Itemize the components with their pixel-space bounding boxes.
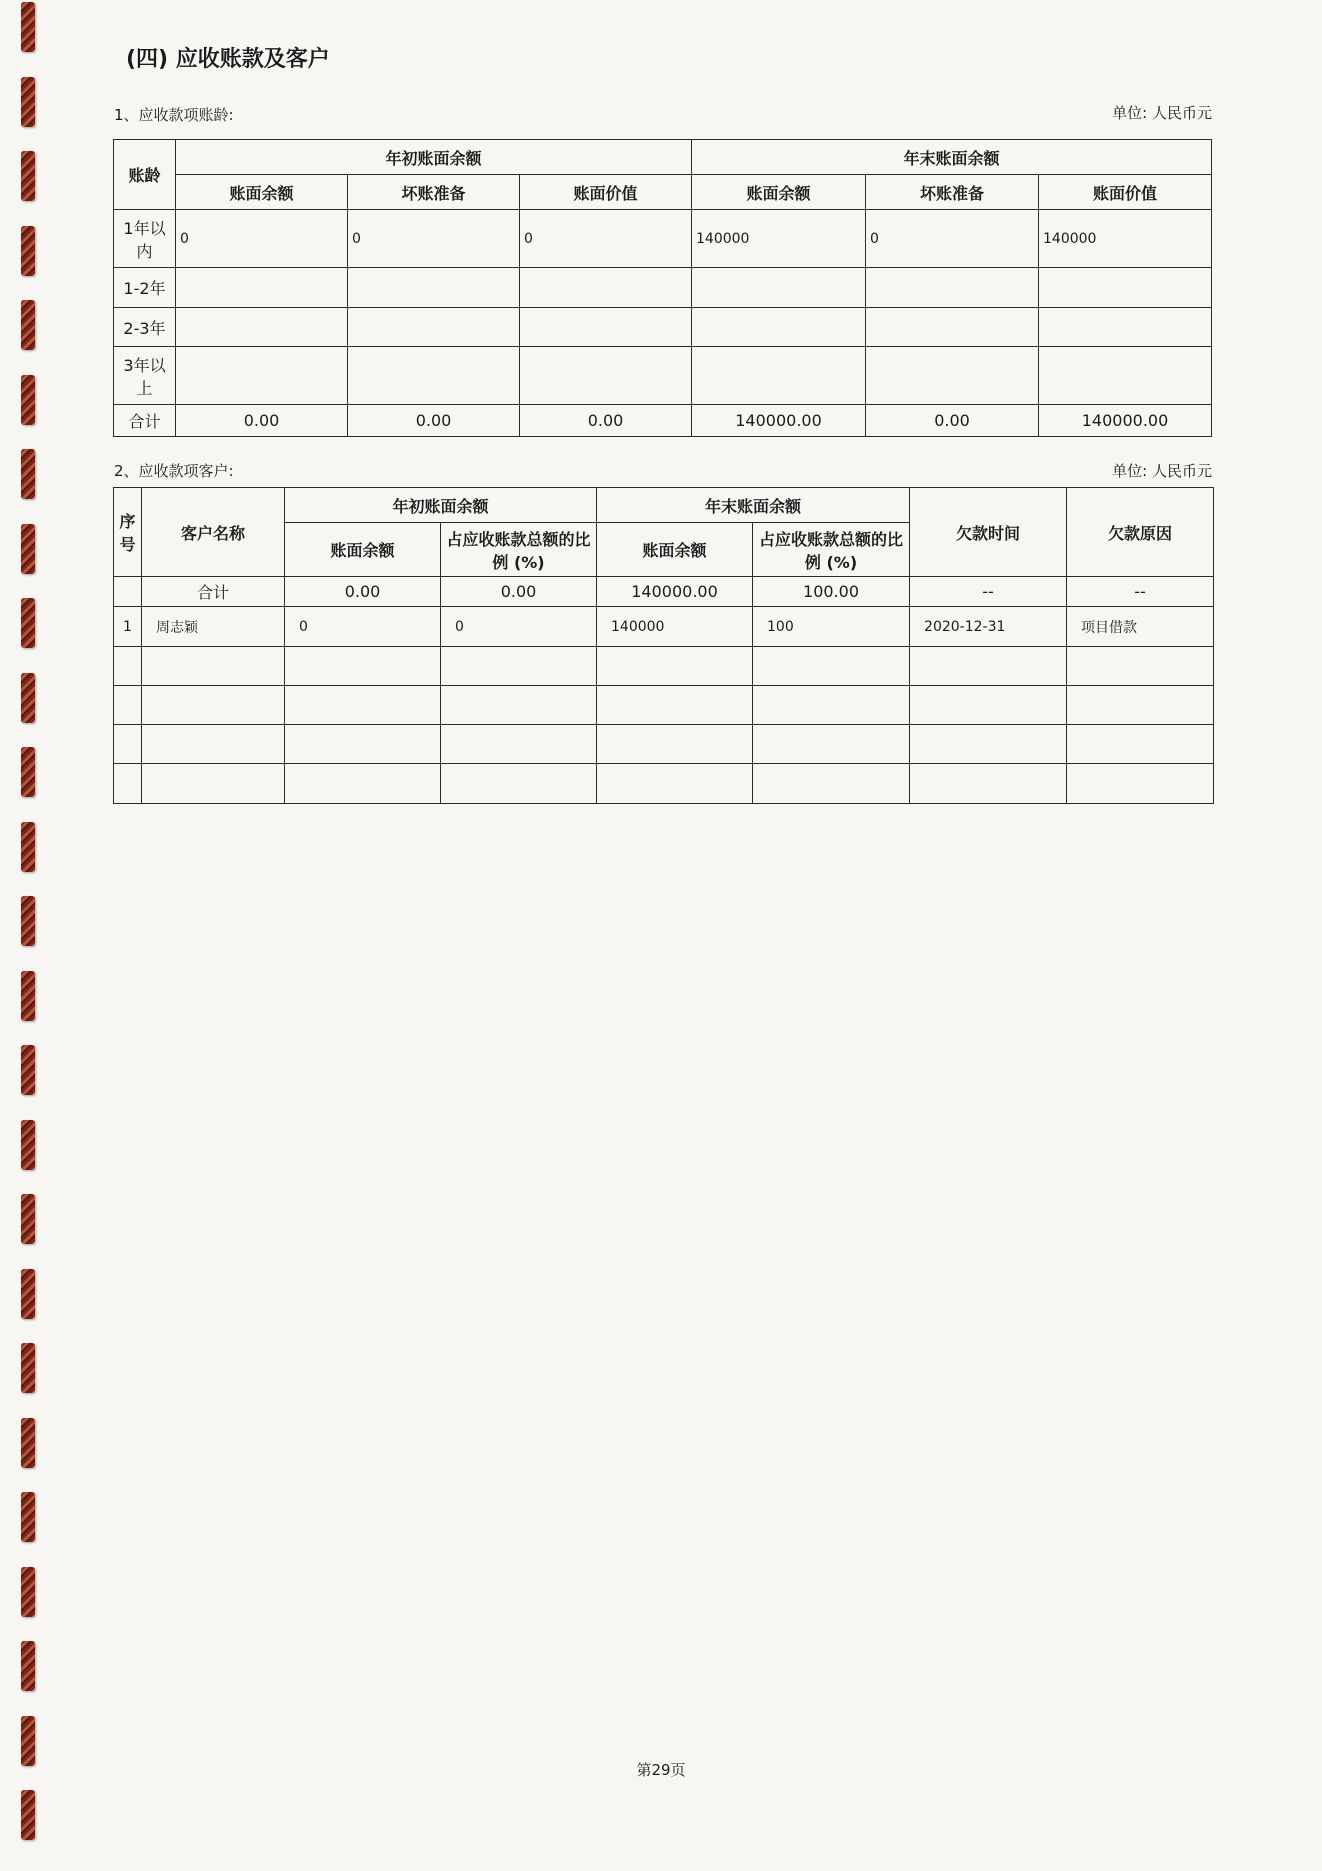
cell: 0 bbox=[441, 607, 597, 647]
customers-no-header: 序号 bbox=[114, 488, 142, 577]
binding-ring bbox=[21, 971, 35, 1021]
cell bbox=[597, 686, 753, 725]
cell bbox=[597, 647, 753, 686]
cell bbox=[285, 725, 441, 764]
binding-ring bbox=[21, 896, 35, 946]
total-row bbox=[114, 405, 1212, 437]
cell: 0 bbox=[348, 210, 520, 268]
table-row bbox=[114, 686, 1214, 725]
cell: 0 bbox=[285, 607, 441, 647]
row-label: 合计 bbox=[114, 405, 176, 437]
table-row bbox=[114, 308, 1212, 347]
binding-ring bbox=[21, 1194, 35, 1244]
cell: 2020-12-31 bbox=[910, 607, 1067, 647]
aging-group-end: 年末账面余额 bbox=[692, 140, 1212, 175]
customers-group-begin: 年初账面余额 bbox=[285, 488, 597, 523]
cell: 140000 bbox=[1039, 210, 1212, 268]
cell: 0.00 bbox=[441, 577, 597, 607]
customers-time-header: 欠款时间 bbox=[910, 488, 1067, 577]
cell: 140000.00 bbox=[597, 577, 753, 607]
customers-subtitle: 2、应收款项客户: bbox=[114, 462, 234, 480]
cell bbox=[348, 268, 520, 308]
binding-ring bbox=[21, 1343, 35, 1393]
customers-reason-header: 欠款原因 bbox=[1067, 488, 1214, 577]
table-row bbox=[114, 268, 1212, 308]
cell bbox=[1067, 647, 1214, 686]
cell bbox=[142, 686, 285, 725]
binding-ring bbox=[21, 1418, 35, 1468]
binding-ring bbox=[21, 2, 35, 52]
cell bbox=[176, 347, 348, 405]
cell bbox=[910, 647, 1067, 686]
aging-col-header: 账面价值 bbox=[1039, 175, 1212, 210]
binding-ring bbox=[21, 375, 35, 425]
binding-ring bbox=[21, 1716, 35, 1766]
binding-ring bbox=[21, 226, 35, 276]
row-label: 合计 bbox=[142, 577, 285, 607]
aging-table bbox=[113, 139, 1212, 437]
aging-col-header: 账面余额 bbox=[176, 175, 348, 210]
cell bbox=[1039, 347, 1212, 405]
aging-group-begin: 年初账面余额 bbox=[176, 140, 692, 175]
cell: 140000 bbox=[597, 607, 753, 647]
cell bbox=[910, 764, 1067, 804]
cell bbox=[692, 347, 866, 405]
binding-ring bbox=[21, 77, 35, 127]
cell bbox=[114, 725, 142, 764]
table-row bbox=[114, 347, 1212, 405]
cell bbox=[597, 764, 753, 804]
aging-age-header: 账龄 bbox=[114, 140, 176, 210]
binding-ring bbox=[21, 449, 35, 499]
cell bbox=[114, 686, 142, 725]
total-row bbox=[114, 577, 1214, 607]
cell: 100.00 bbox=[753, 577, 910, 607]
cell bbox=[114, 764, 142, 804]
aging-col-header: 账面价值 bbox=[520, 175, 692, 210]
customers-group-end: 年末账面余额 bbox=[597, 488, 910, 523]
cell: 周志颖 bbox=[142, 607, 285, 647]
row-label: 3年以上 bbox=[114, 347, 176, 405]
binding-ring bbox=[21, 673, 35, 723]
cell bbox=[285, 764, 441, 804]
binding-ring bbox=[21, 1492, 35, 1542]
customers-ratio-header: 占应收账款总额的比例 (%) bbox=[753, 523, 910, 577]
cell bbox=[1067, 686, 1214, 725]
cell bbox=[176, 308, 348, 347]
cell: 0.00 bbox=[866, 405, 1039, 437]
cell bbox=[866, 347, 1039, 405]
cell bbox=[176, 268, 348, 308]
customers-name-header: 客户名称 bbox=[142, 488, 285, 577]
binding-ring bbox=[21, 1641, 35, 1691]
cell: 项目借款 bbox=[1067, 607, 1214, 647]
customers-unit: 单位: 人民币元 bbox=[1112, 462, 1212, 480]
cell bbox=[348, 308, 520, 347]
cell bbox=[753, 725, 910, 764]
table-row bbox=[114, 210, 1212, 268]
cell bbox=[1067, 764, 1214, 804]
table-row bbox=[114, 607, 1214, 647]
cell bbox=[285, 686, 441, 725]
cell bbox=[520, 268, 692, 308]
cell bbox=[441, 647, 597, 686]
aging-unit: 单位: 人民币元 bbox=[1112, 104, 1212, 122]
cell bbox=[142, 725, 285, 764]
aging-col-header: 账面余额 bbox=[692, 175, 866, 210]
binding-ring bbox=[21, 1567, 35, 1617]
cell: 0 bbox=[866, 210, 1039, 268]
binding-ring bbox=[21, 1045, 35, 1095]
cell bbox=[1039, 308, 1212, 347]
cell: 0.00 bbox=[348, 405, 520, 437]
cell bbox=[1067, 725, 1214, 764]
cell: 0 bbox=[176, 210, 348, 268]
cell bbox=[910, 725, 1067, 764]
cell bbox=[597, 725, 753, 764]
customers-ratio-header: 占应收账款总额的比例 (%) bbox=[441, 523, 597, 577]
aging-col-header: 坏账准备 bbox=[866, 175, 1039, 210]
cell: -- bbox=[1067, 577, 1214, 607]
cell bbox=[866, 268, 1039, 308]
table-row bbox=[114, 725, 1214, 764]
binding-ring bbox=[21, 1120, 35, 1170]
row-label: 1-2年 bbox=[114, 268, 176, 308]
row-label: 2-3年 bbox=[114, 308, 176, 347]
row-label: 1年以内 bbox=[114, 210, 176, 268]
cell: -- bbox=[910, 577, 1067, 607]
cell: 140000.00 bbox=[692, 405, 866, 437]
cell bbox=[114, 647, 142, 686]
customers-balance-header: 账面余额 bbox=[597, 523, 753, 577]
binding-ring bbox=[21, 151, 35, 201]
cell bbox=[866, 308, 1039, 347]
cell bbox=[753, 764, 910, 804]
binding-edge bbox=[18, 0, 42, 1871]
aging-col-header: 坏账准备 bbox=[348, 175, 520, 210]
cell bbox=[348, 347, 520, 405]
binding-ring bbox=[21, 822, 35, 872]
binding-ring bbox=[21, 598, 35, 648]
cell bbox=[285, 647, 441, 686]
cell: 0.00 bbox=[520, 405, 692, 437]
cell: 100 bbox=[753, 607, 910, 647]
binding-ring bbox=[21, 300, 35, 350]
cell bbox=[753, 686, 910, 725]
table-row bbox=[114, 764, 1214, 804]
binding-ring bbox=[21, 747, 35, 797]
cell: 140000 bbox=[692, 210, 866, 268]
cell: 1 bbox=[114, 607, 142, 647]
cell bbox=[692, 268, 866, 308]
binding-ring bbox=[21, 1269, 35, 1319]
cell bbox=[142, 764, 285, 804]
cell: 140000.00 bbox=[1039, 405, 1212, 437]
customers-balance-header: 账面余额 bbox=[285, 523, 441, 577]
customers-table bbox=[113, 487, 1214, 804]
cell: 0 bbox=[520, 210, 692, 268]
cell bbox=[520, 347, 692, 405]
section-title: (四) 应收账款及客户 bbox=[126, 47, 330, 72]
table-row bbox=[114, 647, 1214, 686]
cell: 0.00 bbox=[176, 405, 348, 437]
aging-subtitle: 1、应收款项账龄: bbox=[114, 106, 234, 124]
cell bbox=[910, 686, 1067, 725]
cell bbox=[114, 577, 142, 607]
cell bbox=[1039, 268, 1212, 308]
cell bbox=[142, 647, 285, 686]
cell bbox=[441, 764, 597, 804]
page-number: 第29页 bbox=[636, 1761, 686, 1779]
cell bbox=[753, 647, 910, 686]
cell bbox=[692, 308, 866, 347]
binding-ring bbox=[21, 1790, 35, 1840]
cell bbox=[520, 308, 692, 347]
cell bbox=[441, 725, 597, 764]
cell bbox=[441, 686, 597, 725]
binding-ring bbox=[21, 524, 35, 574]
cell: 0.00 bbox=[285, 577, 441, 607]
